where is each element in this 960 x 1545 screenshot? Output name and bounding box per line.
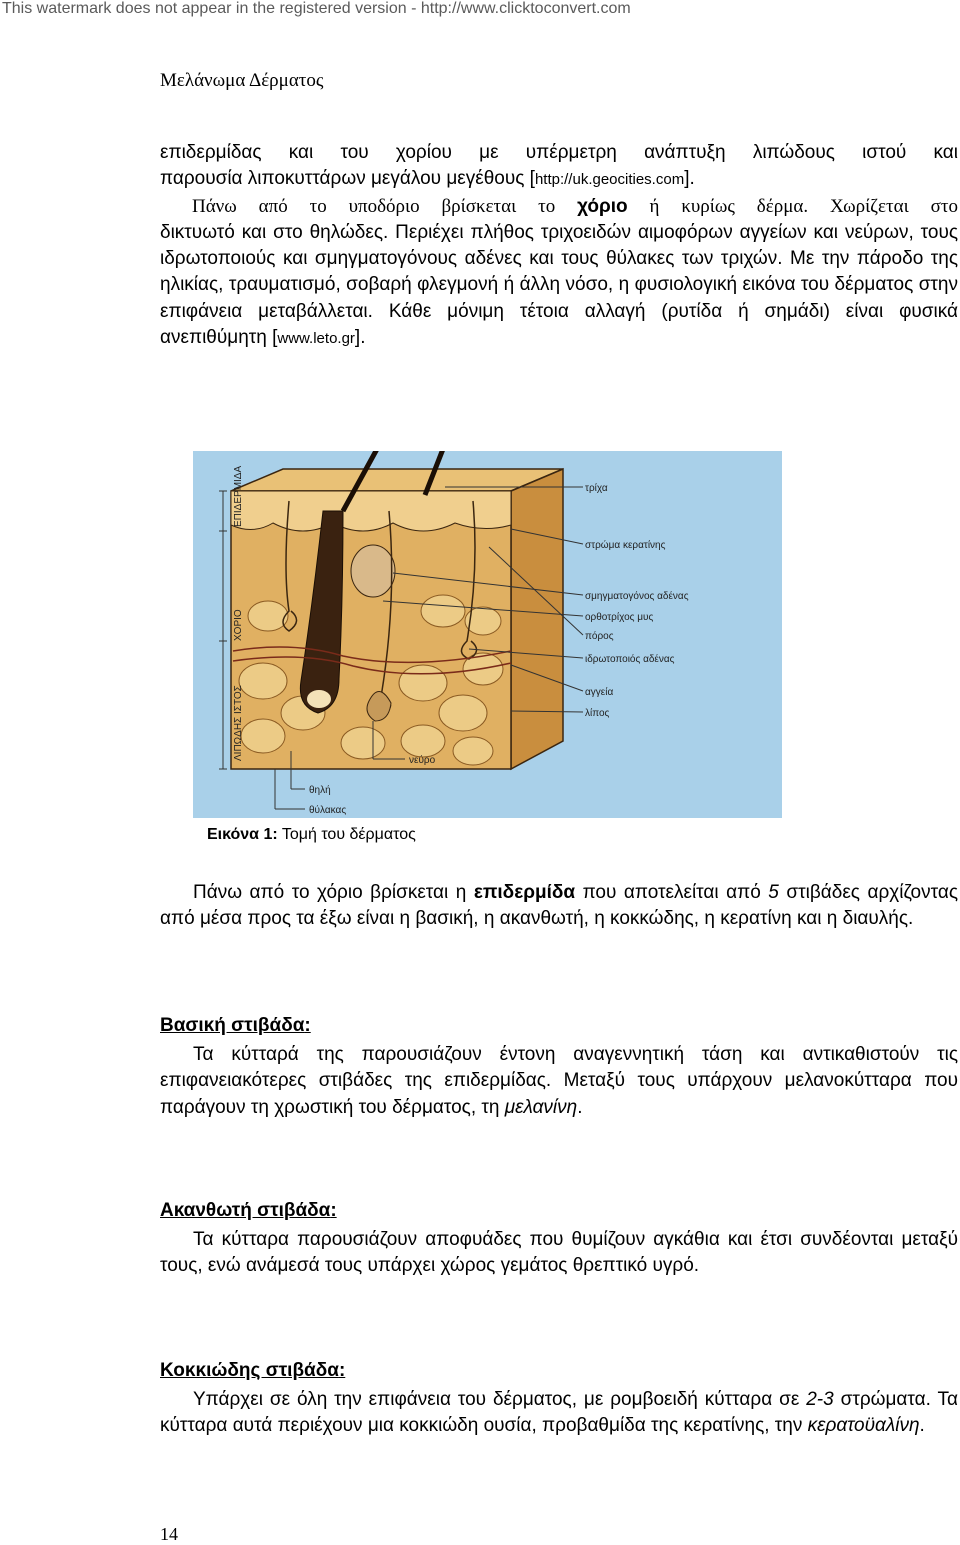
label-fat: λίπος — [585, 708, 610, 719]
label-nerve: νεύρο — [409, 755, 436, 766]
label-papilla: θηλή — [309, 785, 331, 796]
heading-spinous-text: Ακανθωτή στιβάδα — [160, 1200, 331, 1221]
label-hair: τρίχα — [585, 483, 608, 494]
intro-line-3-start: Πάνω από το υποδόριο βρίσκεται το — [192, 195, 578, 217]
granular-paragraph — [160, 1387, 958, 1440]
figure-caption — [207, 826, 416, 844]
label-keratin-layer: στρώμα κερατίνης — [585, 540, 666, 551]
skin-diagram — [193, 451, 782, 818]
intro-paragraph — [160, 140, 958, 352]
label-fat-tissue: ΛΙΠΩΔΗΣ ΙΣΤΟΣ — [233, 685, 244, 761]
dermal-papilla — [307, 690, 331, 708]
basal-text: Τα κύτταρά της παρουσιάζουν έντονη αναγεννητική τάση και αντικαθιστούν τις επιφανειακότερες στιβάδες της επιδερμίδας. Μεταξύ τους υπάρχουν μελανοκύτταρα που παράγουν τη χρωστική του δέρματος, τη — [160, 1044, 958, 1118]
term-epidermis: επιδερμίδα — [473, 882, 576, 903]
intro-line-2: παρουσία λιποκυττάρων μεγάλου μεγέθους [ — [160, 168, 535, 190]
sebaceous-gland — [351, 545, 395, 597]
intro-body: δικτυωτό και στο θηλώδες. Περιέχει πλήθος τριχοειδών αιμοφόρων αγγείων και νεύρων, τους ιδρωτοποιούς και σμηγματογόνους αδένες και τους θύλακες των τριχών. Με την πάροδο της ηλικίας, τραυματισμό, σοβαρή φλεγμονή ή άλλη νόσο, η φυσιολογική εικόνα του δέρματος στην επιφάνεια μεταβάλλεται. Κάθε μόνιμη τέτοια αλλαγή (ρυτίδα ή σημάδι) είναι φυσικά ανεπιθύμητη [ — [160, 221, 958, 349]
intro-body-end: ]. — [354, 327, 366, 349]
document-header: Μελάνωμα Δέρματος — [160, 70, 324, 91]
caption-label: Εικόνα 1: — [207, 826, 278, 843]
source-url-geocities: http://uk.geocities.com — [534, 171, 685, 189]
granular-mid: στρώματα. Τα κύτταρα αυτά περιέχουν μια κοκκιώδη ουσία, προβαθμίδα της κερατίνης, την — [160, 1389, 958, 1437]
heading-basal-text: Βασική στιβάδα — [160, 1015, 305, 1036]
label-follicle: θύλακας — [309, 805, 347, 816]
para1-mid: που αποτελείται από — [575, 882, 769, 903]
source-url-leto: www.leto.gr — [277, 330, 355, 348]
label-arrector-muscle: ορθοτρίχος μυς — [585, 612, 654, 623]
intro-line-2-end: ]. — [684, 168, 695, 190]
page-number: 14 — [160, 1524, 178, 1544]
heading-spinous-colon: : — [330, 1200, 337, 1221]
granular-layer-count: 2-3 — [806, 1389, 834, 1410]
term-chorio: χόριο — [577, 195, 628, 217]
label-sebaceous-gland: σμηγματογόνος αδένας — [585, 591, 689, 602]
heading-basal-colon: : — [304, 1015, 311, 1036]
skin-top-surface — [231, 469, 563, 491]
granular-text: Υπάρχει σε όλη την επιφάνεια του δέρματος, με ρομβοειδή κύτταρα σε — [193, 1389, 807, 1410]
granular-end: . — [919, 1415, 925, 1437]
watermark-text: This watermark does not appear in the registered version - http://www.clicktoconvert.com — [2, 0, 631, 17]
label-dermis: ΧΟΡΙΟ — [233, 609, 244, 641]
intro-line-1: επιδερμίδας και του χορίου με υπέρμετρη ανάπτυξη λιπώδους ιστού και — [160, 142, 958, 163]
term-melanin: μελανίνη — [504, 1096, 578, 1118]
layer-count: 5 — [768, 882, 779, 903]
spinous-text: Τα κύτταρα παρουσιάζουν αποφυάδες που θυμίζουν αγκάθια και έτσι συνδέονται μεταξύ τους, ενώ ανάμεσά τους υπάρχει χώρος γεμάτος θρεπτικό υγρό. — [160, 1229, 958, 1277]
skin-side-face — [511, 469, 563, 769]
para1-end: στιβάδες αρχίζοντας από μέσα προς τα έξω είναι η βασική, η ακανθωτή, η κοκκώδης, η κερατίνη και η διαυλής. — [160, 882, 958, 930]
layer-brackets — [219, 491, 227, 769]
caption-text: Τομή του δέρματος — [277, 826, 416, 843]
label-pore: πόρος — [585, 631, 614, 642]
intro-line-3 — [160, 196, 958, 217]
heading-granular-layer — [160, 1360, 345, 1382]
skin-cross-section-figure — [193, 451, 782, 818]
label-vessels: αγγεία — [585, 687, 614, 698]
para1-start: Πάνω από το χόριο βρίσκεται η — [193, 882, 474, 903]
basal-paragraph — [160, 1042, 958, 1121]
epidermis-paragraph — [160, 880, 958, 933]
heading-granular-text: Κοκκιώδης στιβάδα — [160, 1360, 339, 1381]
heading-granular-colon: : — [338, 1360, 346, 1381]
label-epidermis: ΕΠΙΔΕΡΜΙΔΑ — [233, 465, 244, 527]
intro-line-3-end: ή κυρίως δέρμα. Χωρίζεται στο — [627, 195, 958, 217]
spinous-paragraph — [160, 1227, 958, 1280]
heading-spinous-layer — [160, 1200, 337, 1222]
heading-basal-layer — [160, 1015, 311, 1037]
term-keratohyalin: κερατοϋαλίνη — [807, 1415, 920, 1437]
label-sweat-gland: ιδρωτοποιός αδένας — [585, 654, 675, 665]
basal-end: . — [577, 1096, 583, 1118]
